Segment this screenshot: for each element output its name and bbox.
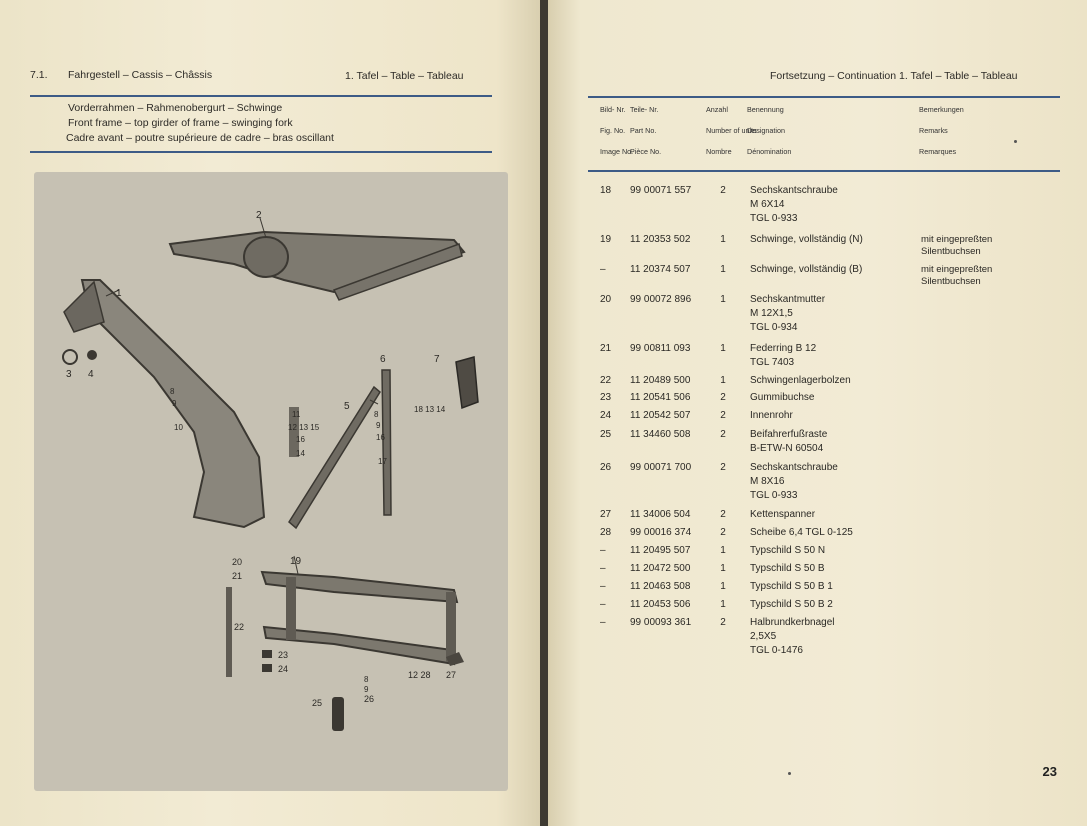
speck xyxy=(788,772,791,775)
subtitle-de: Vorderrahmen – Rahmenobergurt – Schwinge xyxy=(68,102,283,114)
rod-part-6 xyxy=(382,370,391,515)
callout-19: 19 xyxy=(290,556,302,567)
cell-part-number: 99 00093 361 xyxy=(630,617,692,628)
callout-12-28: 12 28 xyxy=(408,670,431,680)
col-part-en: Part No. xyxy=(630,126,657,135)
callout-3: 3 xyxy=(66,369,72,380)
cell-designation: Innenrohr xyxy=(750,410,793,421)
bushing-24 xyxy=(262,664,272,672)
cell-quantity: 2 xyxy=(720,410,726,421)
cell-designation: TGL 0-933 xyxy=(750,490,798,501)
cell-designation: Sechskantschraube xyxy=(750,462,838,473)
page-number: 23 xyxy=(1042,764,1057,779)
cell-figure-number: – xyxy=(600,599,606,610)
cell-figure-number: – xyxy=(600,563,606,574)
cell-designation: Sechskantschraube xyxy=(750,185,838,196)
cell-quantity: 1 xyxy=(720,375,726,386)
callout-9b: 9 xyxy=(364,685,369,694)
col-rem-fr: Remarques xyxy=(919,147,957,156)
cell-figure-number: 27 xyxy=(600,509,612,520)
cell-part-number: 11 20463 508 xyxy=(630,581,691,592)
right-page xyxy=(548,0,1087,826)
cell-figure-number: 28 xyxy=(600,527,612,538)
cell-quantity: 2 xyxy=(720,527,726,538)
col-qty-en: Number of units xyxy=(706,126,757,135)
cell-remark: mit eingepreßten xyxy=(921,264,993,275)
cell-designation: M 6X14 xyxy=(750,199,785,210)
cell-part-number: 11 20541 506 xyxy=(630,392,691,403)
footrest-part xyxy=(332,697,344,731)
cell-designation: Typschild S 50 B 2 xyxy=(750,599,833,610)
cell-designation: TGL 0-933 xyxy=(750,213,798,224)
col-bild-de: Bild- Nr. xyxy=(600,105,626,114)
cell-quantity: 1 xyxy=(720,294,726,305)
callout-12-13-15: 12 13 15 xyxy=(288,423,320,432)
cell-designation: 2,5X5 xyxy=(750,631,777,642)
callout-1: 1 xyxy=(116,288,122,299)
callout-18-13-14: 18 13 14 xyxy=(414,405,446,414)
col-bild-fr: Image No. xyxy=(600,147,634,156)
cell-part-number: 11 20495 507 xyxy=(630,545,691,556)
cell-part-number: 11 20542 507 xyxy=(630,410,691,421)
callout-20: 20 xyxy=(232,557,243,567)
speck xyxy=(1014,140,1017,143)
left-page xyxy=(0,0,540,826)
cell-designation: Schwinge, vollständig (B) xyxy=(750,264,863,275)
col-part-fr: Pièce No. xyxy=(630,147,662,156)
cell-part-number: 11 34006 504 xyxy=(630,509,691,520)
callout-9: 9 xyxy=(376,421,381,430)
callout-14: 14 xyxy=(296,449,305,458)
cell-quantity: 1 xyxy=(720,599,726,610)
cell-designation: TGL 0-1476 xyxy=(750,645,803,656)
cell-remark: Silentbuchsen xyxy=(921,246,981,257)
cell-figure-number: 24 xyxy=(600,410,612,421)
cell-part-number: 99 00016 374 xyxy=(630,527,692,538)
callout-27: 27 xyxy=(446,670,457,680)
top-girder-bracket xyxy=(244,237,288,277)
book-gutter xyxy=(540,0,548,826)
cell-quantity: 2 xyxy=(720,429,726,440)
cell-designation: Kettenspanner xyxy=(750,509,816,520)
cell-designation: Sechskantmutter xyxy=(750,294,826,305)
col-qty-fr: Nombre xyxy=(706,147,732,156)
callout-16b: 16 xyxy=(376,433,385,442)
col-part-de: Teile- Nr. xyxy=(630,105,659,114)
cell-quantity: 1 xyxy=(720,581,726,592)
cell-designation: TGL 0-934 xyxy=(750,322,798,333)
callout-21: 21 xyxy=(232,571,243,581)
cell-quantity: 2 xyxy=(720,392,726,403)
cap-part-4 xyxy=(87,350,97,360)
subtitle-fr: Cadre avant – poutre supérieure de cadre – bras oscillant xyxy=(66,132,334,144)
cell-quantity: 1 xyxy=(720,343,726,354)
subtitle-en: Front frame – top girder of frame – swinging fork xyxy=(68,117,293,129)
callout-16: 16 xyxy=(296,435,305,444)
cell-quantity: 1 xyxy=(720,234,726,245)
col-name-en: Designation xyxy=(747,126,785,135)
cell-part-number: 11 20374 507 xyxy=(630,264,691,275)
right-header-rule xyxy=(588,96,1060,98)
callout-9a: 9 xyxy=(172,399,177,408)
col-name-de: Benennung xyxy=(747,105,784,114)
cell-quantity: 1 xyxy=(720,264,726,275)
cell-part-number: 99 00072 896 xyxy=(630,294,692,305)
cell-figure-number: 25 xyxy=(600,429,612,440)
callout-8a: 8 xyxy=(170,387,175,396)
callout-17: 17 xyxy=(378,457,387,466)
cell-figure-number: 23 xyxy=(600,392,612,403)
col-bild-en: Fig. No. xyxy=(600,126,626,135)
callout-23: 23 xyxy=(278,650,289,660)
cell-part-number: 11 20472 500 xyxy=(630,563,691,574)
cell-designation: Typschild S 50 B 1 xyxy=(750,581,833,592)
table-header-rule xyxy=(588,170,1060,172)
cell-figure-number: 22 xyxy=(600,375,612,386)
plate-title: 1. Tafel – Table – Tableau xyxy=(345,70,464,82)
exploded-diagram xyxy=(34,172,508,791)
section-number: 7.1. xyxy=(30,69,48,81)
callout-26: 26 xyxy=(364,694,375,704)
callout-6: 6 xyxy=(380,354,386,365)
swing-fork-arm-left xyxy=(286,577,296,640)
cell-quantity: 2 xyxy=(720,462,726,473)
callout-22: 22 xyxy=(234,622,245,632)
cell-remark: mit eingepreßten xyxy=(921,234,993,245)
callout-10: 10 xyxy=(174,423,183,432)
cell-remark: Silentbuchsen xyxy=(921,276,981,287)
cell-figure-number: 18 xyxy=(600,185,612,196)
subtitle-rule xyxy=(30,151,492,153)
cell-figure-number: – xyxy=(600,264,606,275)
col-rem-en: Remarks xyxy=(919,126,948,135)
header-rule xyxy=(30,95,492,97)
cell-figure-number: 20 xyxy=(600,294,612,305)
callout-25: 25 xyxy=(312,698,323,708)
cell-designation: Beifahrerfußraste xyxy=(750,429,828,440)
cell-designation: Schwinge, vollständig (N) xyxy=(750,234,863,245)
cell-designation: Federring B 12 xyxy=(750,343,817,354)
cell-quantity: 1 xyxy=(720,545,726,556)
cell-designation: Schwingenlagerbolzen xyxy=(750,375,851,386)
cell-figure-number: 21 xyxy=(600,343,612,354)
cell-quantity: 1 xyxy=(720,563,726,574)
ring-part-3 xyxy=(63,350,77,364)
callout-2: 2 xyxy=(256,210,262,221)
cell-designation: Typschild S 50 N xyxy=(750,545,826,556)
cell-quantity: 2 xyxy=(720,509,726,520)
cell-figure-number: – xyxy=(600,545,606,556)
cell-designation: Typschild S 50 B xyxy=(750,563,825,574)
cell-part-number: 11 20489 500 xyxy=(630,375,691,386)
callout-5: 5 xyxy=(344,401,350,412)
cell-part-number: 99 00071 700 xyxy=(630,462,692,473)
callout-24: 24 xyxy=(278,664,289,674)
col-name-fr: Dénomination xyxy=(747,147,792,156)
continuation-title: Fortsetzung – Continuation 1. Tafel – Table – Tableau xyxy=(770,70,1018,82)
cell-part-number: 99 00811 093 xyxy=(630,343,691,354)
col-qty-de: Anzahl xyxy=(706,105,728,114)
callout-8: 8 xyxy=(374,410,379,419)
cell-figure-number: – xyxy=(600,581,606,592)
cell-designation: Gummibuchse xyxy=(750,392,815,403)
callout-8b: 8 xyxy=(364,675,369,684)
cell-designation: Scheibe 6,4 TGL 0-125 xyxy=(750,527,853,538)
cell-designation: M 8X16 xyxy=(750,476,785,487)
callout-11: 11 xyxy=(292,410,301,419)
bushing-23 xyxy=(262,650,272,658)
cell-part-number: 11 20353 502 xyxy=(630,234,691,245)
section-title: Fahrgestell – Cassis – Châssis xyxy=(68,69,213,81)
cell-quantity: 2 xyxy=(720,617,726,628)
col-rem-de: Bemerkungen xyxy=(919,105,964,114)
cell-quantity: 2 xyxy=(720,185,726,196)
cell-designation: Halbrundkerbnagel xyxy=(750,617,835,628)
cell-designation: M 12X1,5 xyxy=(750,308,793,319)
pivot-bolt xyxy=(226,587,232,677)
swing-fork-arm-right xyxy=(446,592,456,662)
parts-plate xyxy=(34,172,508,791)
cell-designation: TGL 7403 xyxy=(750,357,795,368)
cell-part-number: 99 00071 557 xyxy=(630,185,692,196)
callout-7: 7 xyxy=(434,354,440,365)
cell-part-number: 11 34460 508 xyxy=(630,429,691,440)
cell-designation: B-ETW-N 60504 xyxy=(750,443,824,454)
bracket-part-7 xyxy=(456,357,478,408)
cell-figure-number: 19 xyxy=(600,234,612,245)
callout-4: 4 xyxy=(88,369,94,380)
cell-figure-number: 26 xyxy=(600,462,612,473)
cell-figure-number: – xyxy=(600,617,606,628)
cell-part-number: 11 20453 506 xyxy=(630,599,691,610)
